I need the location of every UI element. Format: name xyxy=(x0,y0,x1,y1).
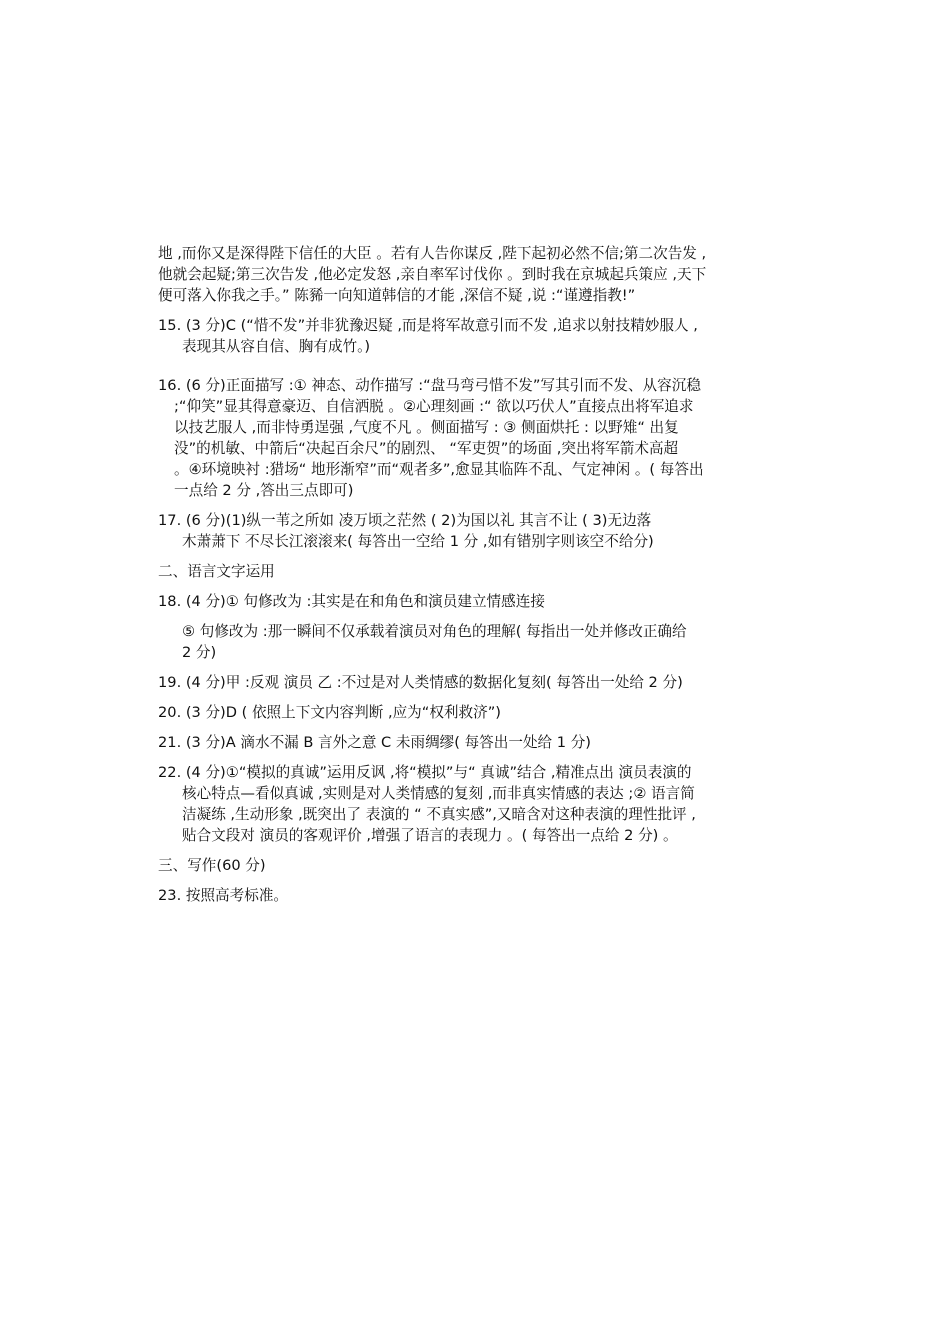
answer-16-line-3: 以技艺服人 ,而非恃勇逞强 ,气度不凡 。侧面描写 : ③ 侧面烘托 : 以野雉“ 出复 xyxy=(174,419,679,436)
answer-18-line-1: 18. (4 分)① 句修改为 :其实是在和角色和演员建立情感连接 xyxy=(158,593,545,610)
answer-15-line-1: 15. (3 分)C (“惜不发”并非犹豫迟疑 ,而是将军故意引而不发 ,追求以射技精妙服人 , xyxy=(158,317,698,334)
answer-key-content xyxy=(158,243,798,915)
intro-line-2: 他就会起疑;第三次告发 ,他必定发怒 ,亲自率军讨伐你 。到时我在京城起兵策应 ,天下 xyxy=(158,266,707,283)
answer-18-sub-line-2: 2 分) xyxy=(182,644,217,661)
answer-22-line-1: 22. (4 分)①“模拟的真诚”运用反讽 ,将“模拟”与“ 真诚”结合 ,精准点出 演员表演的 xyxy=(158,764,692,781)
section-2 xyxy=(158,561,798,582)
answer-18-sub-line-1: ⑤ 句修改为 :那一瞬间不仅承载着演员对角色的理解( 每指出一处并修改正确给 xyxy=(182,623,687,640)
answer-16-line-1: 16. (6 分)正面描写 :① 神态、动作描写 :“盘马弯弓惜不发”写其引而不发、从容沉稳 xyxy=(158,377,701,394)
answer-16 xyxy=(158,375,798,501)
section-3-heading: 三、写作(60 分) xyxy=(158,857,266,874)
answer-19 xyxy=(158,672,798,693)
intro-line-1: 地 ,而你又是深得陛下信任的大臣 。若有人告你谋反 ,陛下起初必然不信;第二次告发 , xyxy=(158,245,707,262)
answer-22-line-4: 贴合文段对 演员的客观评价 ,增强了语言的表现力 。( 每答出一点给 2 分) 。 xyxy=(182,827,678,844)
intro-line-3: 便可落入你我之手。” 陈豨一向知道韩信的才能 ,深信不疑 ,说 :“谨遵指教!” xyxy=(158,287,636,304)
answer-19-line-1: 19. (4 分)甲 :反观 演员 乙 :不过是对人类情感的数据化复刻( 每答出一处给 2 分) xyxy=(158,674,683,691)
answer-21-line-1: 21. (3 分)A 滴水不漏 B 言外之意 C 未雨绸缪( 每答出一处给 1 分) xyxy=(158,734,592,751)
section-3 xyxy=(158,855,798,876)
answer-16-line-6: 一点给 2 分 ,答出三点即可) xyxy=(174,482,354,499)
answer-16-line-5: 。④环境映衬 :猎场“ 地形渐窄”而“观者多”,愈显其临阵不乱、气定神闲 。( 每答出 xyxy=(174,461,704,478)
section-2-heading: 二、语言文字运用 xyxy=(158,563,275,580)
answer-16-line-2: ;“仰笑”显其得意豪迈、自信洒脱 。②心理刻画 :“ 欲以巧伏人”直接点出将军追求 xyxy=(174,398,694,415)
intro-paragraph xyxy=(158,243,798,306)
answer-20-line-1: 20. (3 分)D ( 依照上下文内容判断 ,应为“权利救济”) xyxy=(158,704,501,721)
answer-22-line-2: 核心特点—看似真诚 ,实则是对人类情感的复刻 ,而非真实情感的表达 ;② 语言简 xyxy=(182,785,695,802)
answer-16-line-4: 没”的机敏、中箭后“决起百余尺”的剧烈、 “军吏贺”的场面 ,突出将军箭术高超 xyxy=(174,440,679,457)
answer-23-line-1: 23. 按照高考标准。 xyxy=(158,887,289,904)
answer-15-line-2: 表现其从容自信、胸有成竹。) xyxy=(182,338,371,355)
answer-20 xyxy=(158,702,798,723)
answer-17-line-1: 17. (6 分)(1)纵一苇之所如 凌万顷之茫然 ( 2)为国以礼 其言不让 ( 3)无边落 xyxy=(158,512,652,529)
answer-17-line-2: 木萧萧下 不尽长江滚滚来( 每答出一空给 1 分 ,如有错别字则该空不给分) xyxy=(182,533,654,550)
answer-17 xyxy=(158,510,798,552)
answer-15 xyxy=(158,315,798,357)
answer-22-line-3: 洁凝练 ,生动形象 ,既突出了 表演的 “ 不真实感”,又暗含对这种表演的理性批评 , xyxy=(182,806,696,823)
answer-23 xyxy=(158,885,798,906)
answer-21 xyxy=(158,732,798,753)
answer-22 xyxy=(158,762,798,846)
answer-18-sub xyxy=(158,621,798,663)
answer-18 xyxy=(158,591,798,663)
